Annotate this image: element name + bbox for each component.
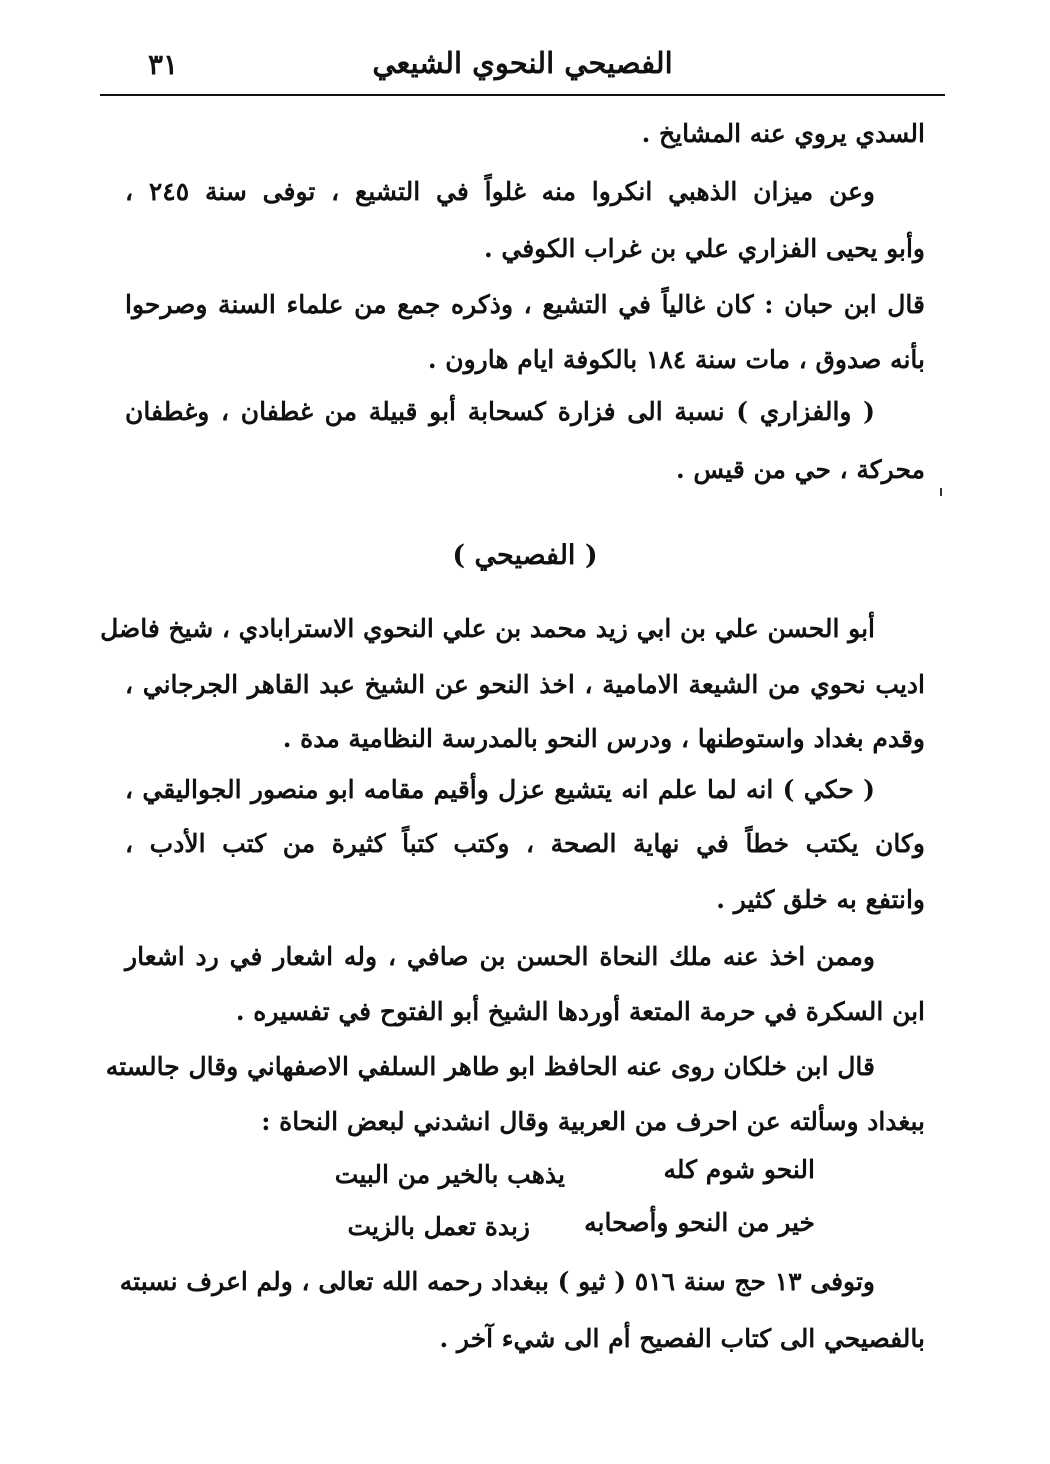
text-line: وقدم بغداد واستوطنها ، ودرس النحو بالمدرسة النظامية مدة .	[282, 724, 925, 753]
text-line: وانتفع به خلق كثير .	[716, 885, 925, 914]
text-line: ابن السكرة في حرمة المتعة أوردها الشيخ أبو الفتوح في تفسيره .	[235, 997, 925, 1026]
text-line: أبو الحسن علي بن ابي زيد محمد بن علي النحوي الاسترابادي ، شيخ فاضل	[100, 614, 875, 643]
text-line: وممن اخذ عنه ملك النحاة الحسن بن صافي ، وله اشعار في رد اشعار	[125, 942, 875, 971]
text-line: قال ابن خلكان روى عنه الحافظ ابو طاهر السلفي الاصفهاني وقال جالسته	[105, 1052, 875, 1081]
page-number: ٣١	[148, 48, 179, 81]
text-line: قال ابن حبان : كان غالياً في التشيع ، وذكره جمع من علماء السنة وصرحوا	[125, 290, 925, 319]
section-heading: ( الفصيحي )	[452, 540, 598, 571]
verse-first-hemistich: خير من النحو وأصحابه	[584, 1208, 815, 1237]
header-rule	[100, 94, 945, 96]
text-line: محركة ، حي من قيس .	[676, 455, 925, 484]
text-line: وتوفى ١٣ حج سنة ٥١٦ ( ثيو ) ببغداد رحمه الله تعالى ، ولم اعرف نسبته	[119, 1267, 875, 1296]
text-line: اديب نحوي من الشيعة الامامية ، اخذ النحو عن الشيخ عبد القاهر الجرجاني ،	[125, 670, 925, 699]
running-title: الفصيحي النحوي الشيعي	[372, 46, 673, 80]
page-header	[100, 38, 945, 94]
text-line: السدي يروي عنه المشايخ .	[641, 119, 925, 148]
verse-second-hemistich: يذهب بالخير من البيت	[334, 1160, 565, 1189]
verse-second-hemistich: زبدة تعمل بالزيت	[347, 1212, 530, 1241]
text-line: ببغداد وسألته عن احرف من العربية وقال انشدني لبعض النحاة :	[261, 1107, 925, 1136]
text-line: ( والفزاري ) نسبة الى فزارة كسحابة أبو قبيلة من غطفان ، وغطفان	[125, 397, 875, 426]
stray-mark	[940, 488, 942, 496]
text-line: بالفصيحي الى كتاب الفصيح أم الى شيء آخر .	[439, 1324, 925, 1353]
text-line: وكان يكتب خطاً في نهاية الصحة ، وكتب كتباً كثيرة من كتب الأدب ،	[125, 829, 925, 858]
text-line: بأنه صدوق ، مات سنة ١٨٤ بالكوفة ايام هارون .	[427, 345, 925, 374]
text-line: وأبو يحيى الفزاري علي بن غراب الكوفي .	[483, 234, 925, 263]
verse-first-hemistich: النحو شوم كله	[663, 1155, 815, 1184]
text-line: ( حكي ) انه لما علم انه يتشيع عزل وأقيم مقامه ابو منصور الجواليقي ،	[125, 775, 875, 804]
text-line: وعن ميزان الذهبي انكروا منه غلواً في التشيع ، توفى سنة ٢٤٥ ،	[125, 177, 875, 206]
